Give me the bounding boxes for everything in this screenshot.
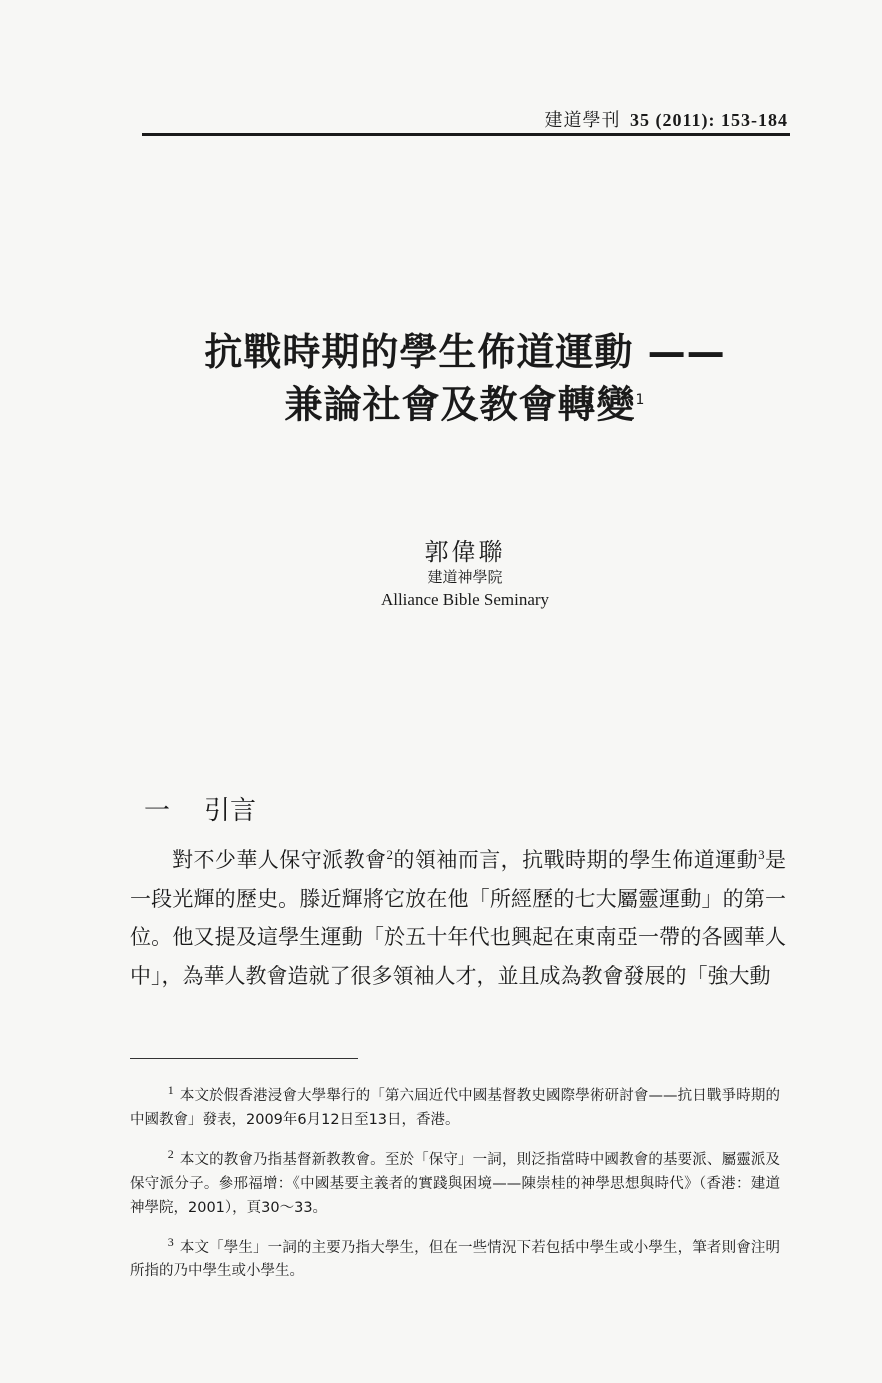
paragraph-text: 對不少華人保守派教會: [172, 848, 387, 872]
journal-citation: 35 (2011): 153-184: [630, 110, 788, 130]
author-name: 郭偉聯: [424, 538, 506, 566]
footnote-2: [130, 1142, 780, 1220]
paragraph-text: 是一段光輝的歷史。滕近輝將它放在他「所經歷的七大屬靈運動」的第一位。他又提及這學生運動「於五十年代也興起在東南亞一帶的各國華人中」，為華人教會造就了很多領袖人才，並且成為教會發展的「強大動: [130, 848, 787, 988]
footnote-mark: 1: [167, 1083, 174, 1097]
article-title: [140, 328, 790, 429]
title-line-2-wrap: [140, 376, 790, 429]
title-line-2: 兼論社會及教會轉變: [284, 382, 636, 427]
section-title: 引言: [204, 796, 257, 826]
footnote-text: 本文的教會乃指基督新教教會。至於「保守」一詞，則泛指當時中國教會的基要派、屬靈派及保守派分子。參邢福增：《中國基要主義者的實踐與困境——陳崇桂的神學思想與時代》（香港：建道神學院，2001），頁30～33。: [130, 1151, 780, 1216]
section-number: 一: [144, 796, 171, 826]
footnote-ref-3[interactable]: 3: [758, 847, 765, 862]
author-affiliation-cn: 建道神學院: [427, 568, 503, 586]
footnote-1: [130, 1078, 780, 1132]
journal-name: 建道學刊: [544, 110, 621, 130]
footnote-mark: 2: [167, 1146, 174, 1161]
footnote-rule: [130, 1058, 358, 1059]
section-heading: [144, 790, 256, 827]
footnote-text: 本文「學生」一詞的主要乃指大學生，但在一些情況下若包括中學生或小學生，筆者則會注明所指的乃中學生或小學生。: [130, 1239, 780, 1280]
title-footnote-mark[interactable]: 1: [635, 392, 646, 408]
paragraph-text: 的領袖而言，抗戰時期的學生佈道運動: [392, 848, 759, 872]
footnote-3: [130, 1230, 780, 1284]
body-text: [130, 836, 786, 995]
footnote-mark: 3: [167, 1234, 174, 1249]
running-header: [545, 106, 788, 132]
paragraph: [130, 836, 786, 995]
author-affiliation-en: Alliance Bible Seminary: [380, 590, 550, 609]
header-rule: [142, 133, 790, 136]
title-line-1: 抗戰時期的學生佈道運動 ——: [204, 330, 726, 374]
footnote-text: 本文於假香港浸會大學舉行的「第六屆近代中國基督教史國際學術研討會——抗日戰爭時期的中國教會」發表，2009年6月12日至13日，香港。: [130, 1087, 780, 1128]
footnote-ref-2[interactable]: 2: [386, 847, 393, 862]
footnotes: [130, 1078, 780, 1293]
